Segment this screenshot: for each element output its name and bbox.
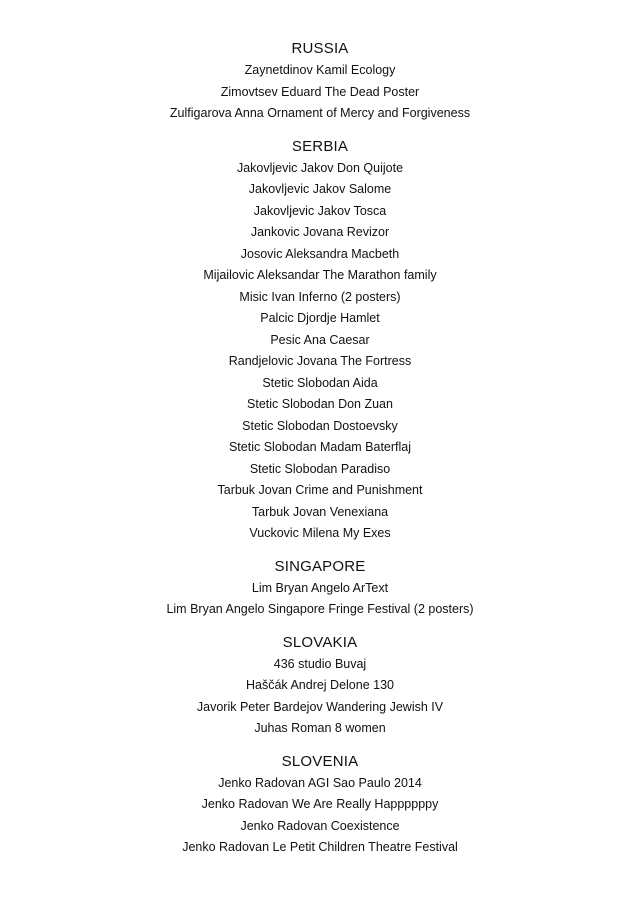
poster-entry: Jankovic Jovana Revizor [250,225,390,239]
poster-entry: Haščák Andrej Delone 130 [245,678,394,692]
country-heading: SLOVENIA [281,752,359,770]
poster-entry: Stetic Slobodan Don Zuan [247,397,393,411]
poster-entry: Tarbuk Jovan Crime and Punishment [217,483,423,497]
poster-entry: Stetic Slobodan Madam Baterflaj [228,440,412,454]
poster-entry: Lim Bryan Angelo ArText [251,580,389,595]
poster-entry: Jakovljevic Jakov Salome [248,182,392,196]
poster-entry: Jenko Radovan Coexistence [240,818,400,833]
poster-entry: Vuckovic Milena My Exes [249,526,391,540]
country-section-slovenia [0,751,640,859]
poster-entry: Palcic Djordje Hamlet [260,311,380,325]
poster-entry: Tarbuk Jovan Venexiana [251,504,389,519]
poster-entry: Mijailovic Aleksandar The Marathon family [203,268,437,282]
poster-entry: Zaynetdinov Kamil Ecology [244,63,396,77]
poster-entry: Stetic Slobodan Paradiso [249,461,391,476]
country-heading: SINGAPORE [274,557,366,575]
poster-entry: Jenko Radovan AGI Sao Paulo 2014 [218,775,422,790]
poster-entry: Randjelovic Jovana The Fortress [228,354,412,368]
country-section-singapore [0,556,640,621]
country-section-serbia [0,136,640,545]
poster-entry: Zulfigarova Anna Ornament of Mercy and Forgiveness [169,106,471,120]
poster-entry: Juhas Roman 8 women [254,721,386,735]
country-section-russia [0,38,640,125]
poster-entry: Stetic Slobodan Aida [262,375,378,390]
poster-entry: Misic Ivan Inferno (2 posters) [239,289,401,304]
poster-entry: Jakovljevic Jakov Don Quijote [236,160,404,175]
poster-entry: Lim Bryan Angelo Singapore Fringe Festival (2 posters) [166,602,474,616]
poster-entry: Josovic Aleksandra Macbeth [240,246,400,261]
poster-entry: Jenko Radovan Le Petit Children Theatre Festival [182,840,458,854]
country-section-slovakia [0,632,640,740]
poster-entry: Jenko Radovan We Are Really Happppppy [201,797,439,811]
poster-entry: Pesic Ana Caesar [270,332,370,347]
poster-entry: Jakovljevic Jakov Tosca [253,203,387,218]
poster-entry: Javorik Peter Bardejov Wandering Jewish IV [196,699,444,714]
poster-entry: 436 studio Buvaj [273,656,367,671]
poster-entry: Stetic Slobodan Dostoevsky [242,418,398,433]
country-heading: RUSSIA [291,40,349,57]
poster-entry: Zimovtsev Eduard The Dead Poster [220,84,420,99]
country-heading: SERBIA [291,137,349,155]
country-heading: SLOVAKIA [282,633,358,651]
